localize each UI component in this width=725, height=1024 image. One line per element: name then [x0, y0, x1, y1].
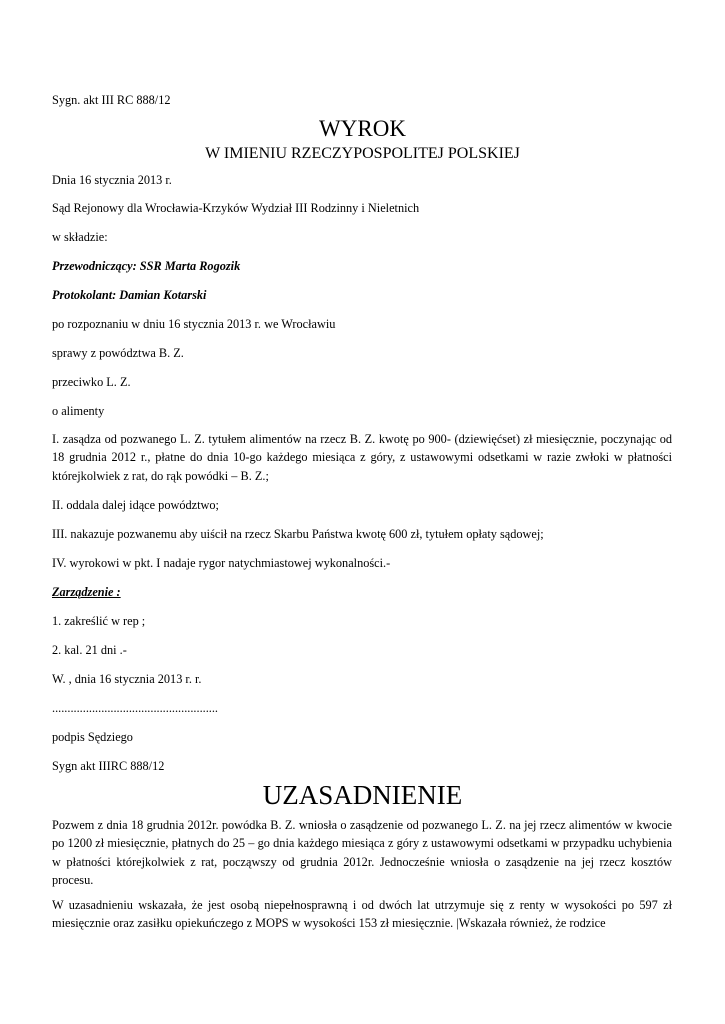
verdict-item-2: II. oddala dalej idące powództwo; [52, 498, 219, 512]
verdict-item-3: III. nakazuje pozwanemu aby uiścił na rzecz Skarbu Państwa kwotę 600 zł, tytułem opłaty sądowej; [52, 527, 544, 541]
order-item-2: 2. kal. 21 dni .- [52, 643, 127, 657]
verdict-subtitle: W IMIENIU RZECZYPOSPOLITEJ POLSKIEJ [205, 145, 520, 162]
justification-heading: UZASADNIENIE [262, 780, 463, 810]
order-heading: Zarządzenie : [52, 585, 121, 599]
hearing-info: po rozpoznaniu w dniu 16 stycznia 2013 r. we Wrocławiu [52, 317, 336, 331]
signature-label: podpis Sędziego [52, 730, 133, 744]
claimant-line: sprawy z powództwa B. Z. [52, 346, 184, 360]
order-item-1: 1. zakreślić w rep ; [52, 614, 146, 628]
court-clerk: Protokolant: Damian Kotarski [52, 288, 207, 302]
verdict-date: Dnia 16 stycznia 2013 r. [52, 173, 172, 187]
composition-label: w składzie: [52, 230, 108, 244]
verdict-item-4: IV. wyrokowi w pkt. I nadaje rygor natychmiastowej wykonalności.- [52, 556, 391, 570]
court-name: Sąd Rejonowy dla Wrocławia-Krzyków Wydział III Rodzinny i Nieletnich [52, 201, 420, 215]
verdict-title: WYROK [319, 116, 406, 141]
verdict-item-1: I. zasądza od pozwanego L. Z. tytułem alimentów na rzecz B. Z. kwotę po 900- (dziewięćset) zł miesięcznie, poczynając od 18 grudnia 2012 r., płatne do dnia 10-go każdego miesiąca z góry, z ustawowymi odsetkami w razie zwłoki w płatności którejkolwiek z rat, do rąk powódki – B. Z.; [52, 432, 672, 483]
presiding-judge: Przewodniczący: SSR Marta Rogozik [52, 259, 241, 273]
justification-paragraph-2: W uzasadnieniu wskazała, że jest osobą niepełnosprawną i od dwóch lat utrzymuje się z renty w wysokości po 597 zł miesięcznie oraz zasiłku opiekuńczego z MOPS w wysokości 153 zł miesięcznie. |Wskazała również, że rodzice [52, 898, 672, 931]
signature-dots: ...................................................... [52, 701, 219, 715]
justification-paragraph-1: Pozwem z dnia 18 grudnia 2012r. powódka B. Z. wniosła o zasądzenie od pozwanego L. Z. na jej rzecz alimentów w kwocie po 1200 zł miesięcznie, płatnych do 25 – go dnia każdego miesiąca z góry z ustawowymi odsetkami w przypadku uchybienia w płatności którejkolwiek z rat, począwszy od grudnia 2012r. Jednocześnie wniosła o zasądzenie na jej rzecz kosztów procesu. [52, 818, 672, 887]
case-signature: Sygn. akt III RC 888/12 [52, 93, 171, 107]
case-signature-2: Sygn akt IIIRC 888/12 [52, 759, 165, 773]
order-date: W. , dnia 16 stycznia 2013 r. r. [52, 672, 202, 686]
case-subject: o alimenty [52, 404, 105, 418]
defendant-line: przeciwko L. Z. [52, 375, 131, 389]
